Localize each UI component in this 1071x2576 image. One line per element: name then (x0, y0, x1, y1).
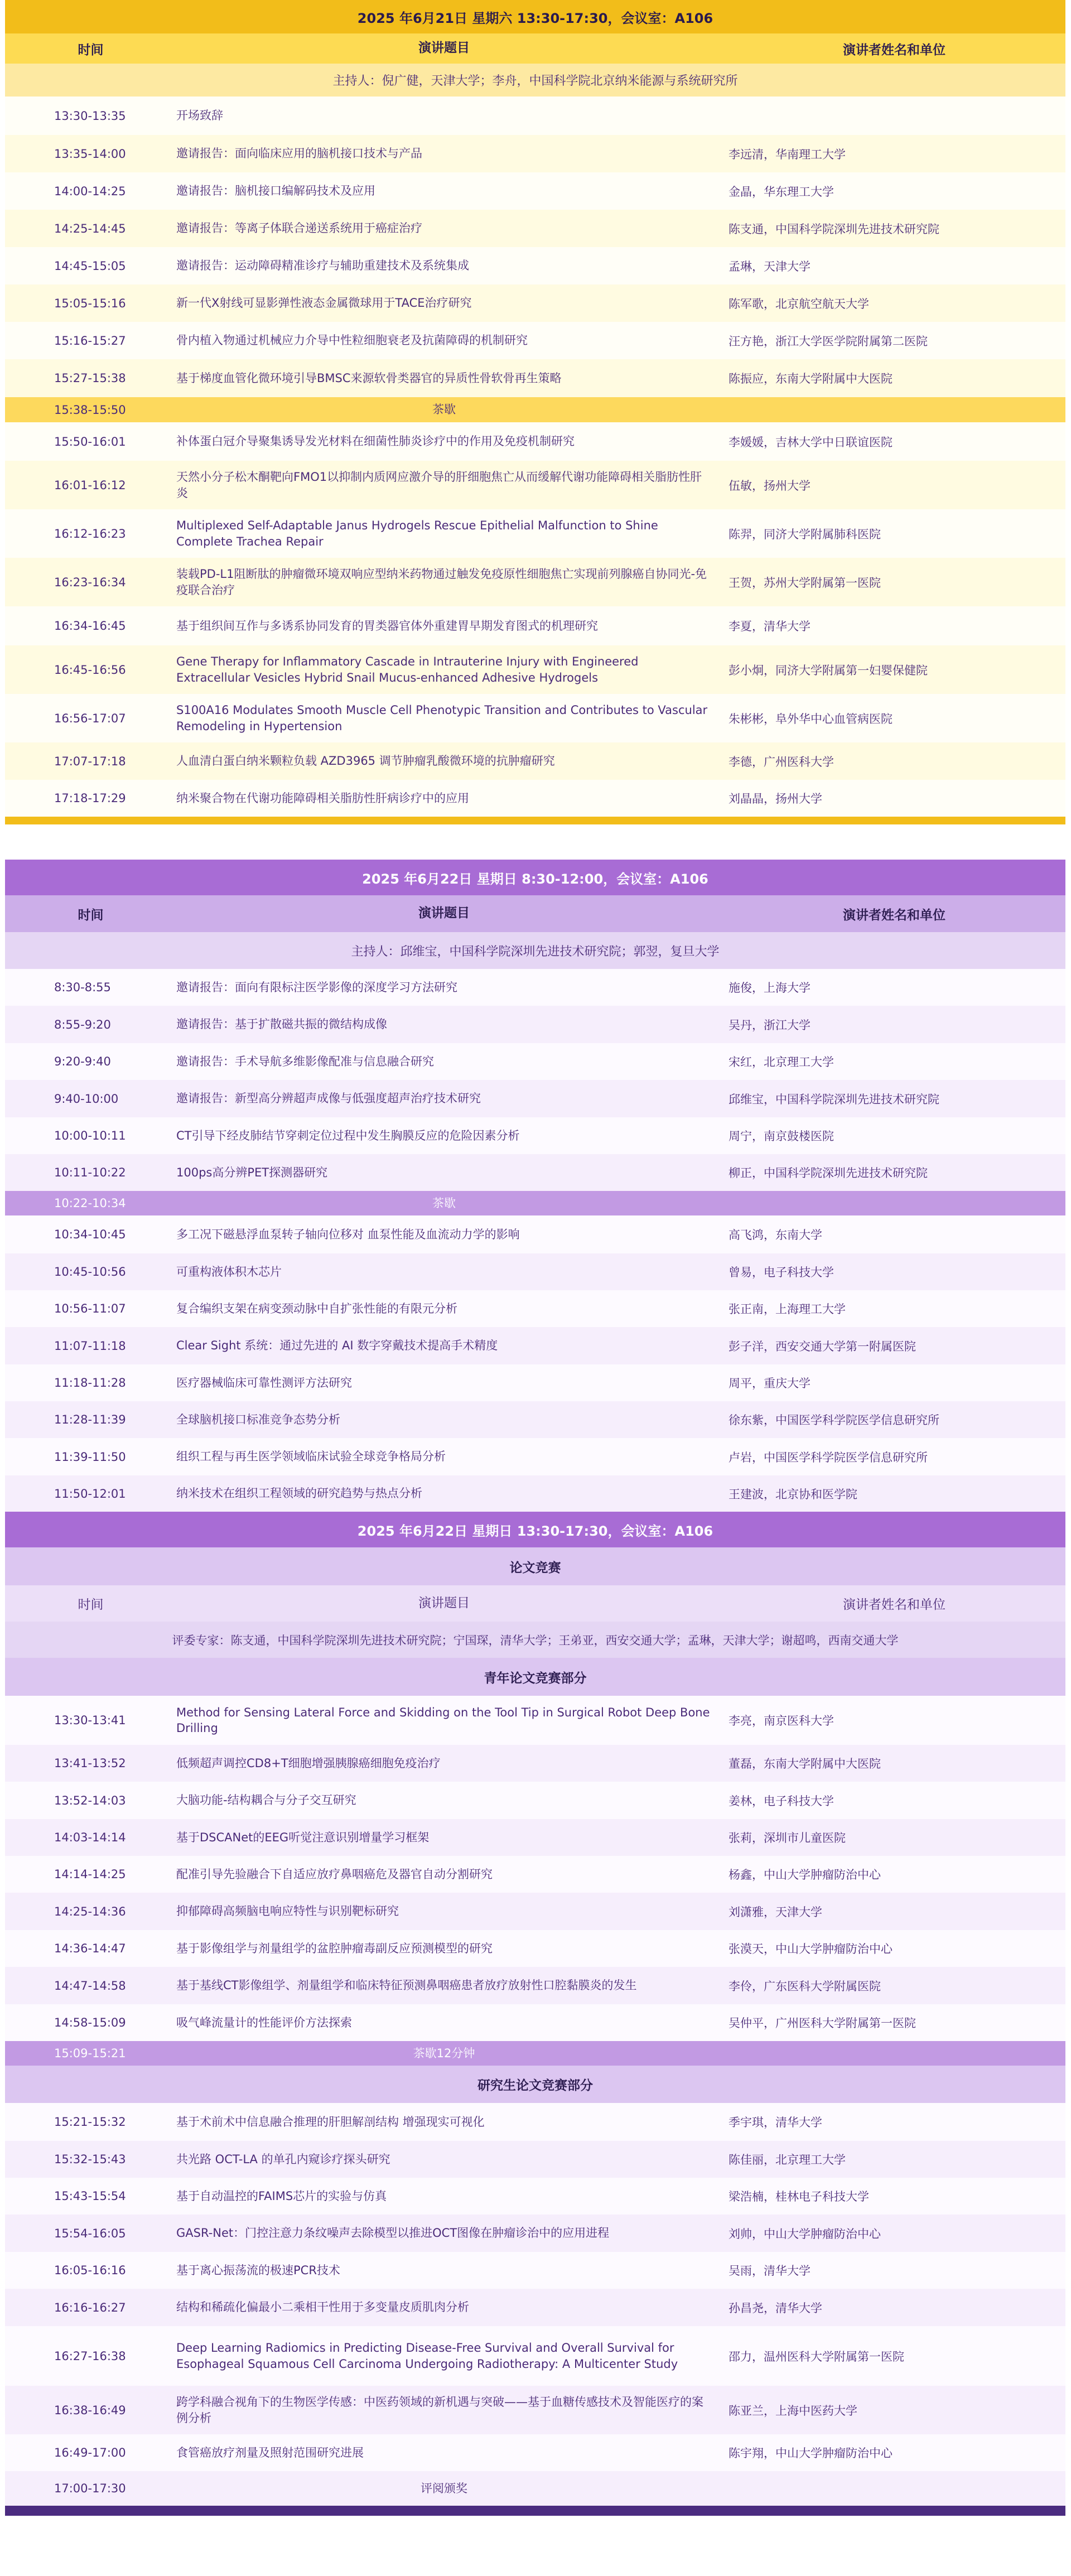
column-header-row (5, 1585, 1065, 1622)
row-speaker: 王贺，苏州大学附属第一医院 (729, 576, 881, 590)
row-time: 14:00-14:25 (54, 184, 126, 198)
col-title-header: 演讲题目 (418, 1595, 470, 1610)
row-title: 基于梯度血管化微环境引导BMSC来源软骨类器官的异质性骨软骨再生策略 (176, 371, 562, 385)
schedule-row (5, 2289, 1065, 2326)
row-speaker: 刘帅，中山大学肿瘤防治中心 (729, 2227, 881, 2241)
schedule-row (5, 1364, 1065, 1401)
col-speaker-header: 演讲者姓名和单位 (843, 908, 945, 923)
schedule-row (5, 1893, 1065, 1930)
row-time: 11:50-12:01 (54, 1487, 126, 1501)
judges-line: 评委专家：陈支通，中国科学院深圳先进技术研究院；宁国琛，清华大学；王弟亚，西安交通大学；孟琳，天津大学；谢超鸣，西南交通大学 (5, 1622, 1065, 1658)
row-title: 天然小分子松木酮靶向FMO1以抑制内质网应激介导的肝细胞焦亡从而缓解代谢功能障碍相关脂肪性肝炎 (176, 470, 702, 500)
schedule-row (5, 1043, 1065, 1080)
schedule-row (5, 1438, 1065, 1475)
col-time-header: 时间 (78, 908, 104, 923)
row-speaker: 伍敏，扬州大学 (729, 479, 811, 493)
row-time: 16:45-16:56 (54, 663, 126, 677)
schedule-row (5, 1215, 1065, 1253)
break-label: 茶歇 (432, 403, 456, 417)
row-time: 16:23-16:34 (54, 575, 126, 589)
schedule-row (5, 1745, 1065, 1782)
break-time: 15:38-15:50 (54, 403, 126, 417)
row-title: 人血清白蛋白纳米颗粒负载 AZD3965 调节肿瘤乳酸微环境的抗肿瘤研究 (176, 754, 555, 768)
section-title: 研究生论文竞赛部分 (5, 2066, 1065, 2103)
award-row (5, 2471, 1065, 2506)
row-speaker: 张正南，上海理工大学 (729, 1303, 846, 1316)
schedule-row (5, 1117, 1065, 1154)
row-speaker: 孟琳，天津大学 (729, 259, 811, 273)
row-time: 15:16-15:27 (54, 334, 126, 348)
row-title: 邀请报告：基于扩散磁共振的微结构成像 (176, 1017, 387, 1031)
schedule-row (5, 742, 1065, 780)
schedule-row (5, 1819, 1065, 1856)
schedule-row (5, 2252, 1065, 2289)
break-row (5, 1191, 1065, 1215)
column-header-row (5, 33, 1065, 64)
row-speaker: 柳正，中国科学院深圳先进技术研究院 (729, 1166, 928, 1180)
row-title: 开场致辞 (176, 109, 223, 123)
schedule-june22-afternoon (5, 1512, 1065, 2516)
section-end-bar (5, 2506, 1065, 2516)
row-speaker: 汪方艳，浙江大学医学院附属第二医院 (729, 334, 928, 348)
schedule-row (5, 1253, 1065, 1290)
row-time: 13:52-14:03 (54, 1793, 126, 1807)
row-speaker: 梁浩楠，桂林电子科技大学 (729, 2190, 869, 2203)
row-title: 医疗器械临床可靠性测评方法研究 (176, 1376, 352, 1390)
schedule-row (5, 2004, 1065, 2041)
row-title: 基于离心振荡流的极速PCR技术 (176, 2263, 340, 2277)
row-title: 大脑功能-结构耦合与分子交互研究 (176, 1793, 356, 1807)
row-time: 11:07-11:18 (54, 1339, 126, 1353)
row-speaker: 刘晶晶，扬州大学 (729, 792, 822, 805)
row-speaker: 彭小炯，同济大学附属第一妇婴保健院 (729, 663, 928, 677)
row-time: 10:11-10:22 (54, 1166, 126, 1179)
row-speaker: 陈支通，中国科学院深圳先进技术研究院 (729, 222, 939, 236)
row-time: 14:36-14:47 (54, 1942, 126, 1955)
schedule-row (5, 422, 1065, 461)
row-title: 可重构液体积木芯片 (176, 1265, 282, 1279)
row-time: 16:01-16:12 (54, 478, 126, 492)
row-speaker: 陈佳丽，北京理工大学 (729, 2153, 846, 2167)
row-title: 纳米聚合物在代谢功能障碍相关脂肪性肝病诊疗中的应用 (176, 791, 469, 805)
row-title: 基于影像组学与剂量组学的盆腔肿瘤毒副反应预测模型的研究 (176, 1941, 493, 1955)
row-time: 14:03-14:14 (54, 1831, 126, 1844)
row-speaker: 李媛媛，吉林大学中日联谊医院 (729, 435, 893, 449)
row-speaker: 邵力，温州医科大学附属第一医院 (729, 2350, 904, 2363)
schedule-row (5, 247, 1065, 284)
schedule-row (5, 97, 1065, 135)
row-title: 评阅颁奖 (421, 2481, 467, 2495)
row-speaker: 姜林，电子科技大学 (729, 1794, 834, 1808)
section-end-bar (5, 817, 1065, 824)
column-header-row (5, 895, 1065, 932)
row-title: Deep Learning Radiomics in Predicting Disease-Free Survival and Overall Survival for Esophageal Squamous Cell Carcinoma Undergoing Radiotherapy: A Multicenter Study (176, 2341, 678, 2371)
schedule-row (5, 509, 1065, 558)
row-time: 16:27-16:38 (54, 2349, 126, 2363)
row-time: 15:05-15:16 (54, 296, 126, 310)
row-speaker: 张漠天，中山大学肿瘤防治中心 (729, 1942, 893, 1956)
row-title: 复合编织支架在病变颈动脉中自扩张性能的有限元分析 (176, 1301, 457, 1315)
row-title: 新一代X射线可显影弹性液态金属微球用于TACE治疗研究 (176, 296, 472, 310)
row-time: 15:32-15:43 (54, 2153, 126, 2166)
row-speaker: 李夏，清华大学 (729, 620, 811, 633)
row-time: 11:39-11:50 (54, 1450, 126, 1464)
row-speaker: 孙昌尧，清华大学 (729, 2301, 822, 2315)
row-title: 补体蛋白冠介导聚集诱导发光材料在细菌性肺炎诊疗中的作用及免疫机制研究 (176, 435, 575, 448)
col-title-header: 演讲题目 (418, 906, 470, 921)
row-time: 15:54-16:05 (54, 2226, 126, 2240)
row-time: 16:34-16:45 (54, 619, 126, 633)
row-time: 9:40-10:00 (54, 1092, 119, 1106)
break-row (5, 397, 1065, 422)
row-time: 10:45-10:56 (54, 1265, 126, 1279)
schedule-row (5, 284, 1065, 322)
row-speaker: 陈振应，东南大学附属中大医院 (729, 372, 893, 385)
row-speaker: 徐东紫，中国医学科学院医学信息研究所 (729, 1414, 939, 1427)
break-time: 15:09-15:21 (54, 2047, 126, 2060)
session-host: 主持人：倪广健，天津大学；李舟，中国科学院北京纳米能源与系统研究所 (5, 64, 1065, 97)
row-speaker: 吴雨，清华大学 (729, 2264, 811, 2278)
row-title: 吸气峰流量计的性能评价方法探索 (176, 2015, 352, 2029)
row-time: 13:30-13:41 (54, 1714, 126, 1727)
schedule-row (5, 2326, 1065, 2386)
row-time: 15:43-15:54 (54, 2189, 126, 2203)
row-time: 8:30-8:55 (54, 981, 111, 994)
row-title: 组织工程与再生医学领域临床试验全球竞争格局分析 (176, 1450, 446, 1464)
row-title: 食管癌放疗剂量及照射范围研究进展 (176, 2445, 364, 2459)
row-title: Gene Therapy for Inflammatory Cascade in Intrauterine Injury with Engineered Extracellular Vesicles Hybrid Snail Mucus-enhanced Adhesive Hydrogels (176, 655, 639, 684)
row-title: 结构和稀疏化偏最小二乘相干性用于多变量皮质肌肉分析 (176, 2300, 469, 2314)
row-title: 基于组织间互作与多诱系协同发育的胃类器官体外重建胃早期发育图式的机理研究 (176, 619, 598, 633)
row-title: 邀请报告：新型高分辨超声成像与低强度超声治疗技术研究 (176, 1092, 481, 1106)
row-speaker: 董磊，东南大学附属中大医院 (729, 1757, 881, 1771)
schedule-row (5, 969, 1065, 1006)
break-label: 茶歇 (432, 1196, 456, 1210)
session-banner: 2025 年6月21日 星期六 13:30-17:30，会议室：A106 (5, 0, 1065, 33)
schedule-june21-afternoon (5, 0, 1065, 824)
row-time: 14:45-15:05 (54, 259, 126, 273)
row-time: 16:12-16:23 (54, 527, 126, 541)
row-time: 16:49-17:00 (54, 2446, 126, 2459)
schedule-row (5, 461, 1065, 509)
col-time-header: 时间 (78, 42, 104, 57)
row-title: 跨学科融合视角下的生物医学传感：中医药领域的新机遇与突破——基于血糖传感技术及智能医疗的案例分析 (176, 2395, 703, 2425)
row-speaker: 吴丹，浙江大学 (729, 1018, 811, 1032)
schedule-row (5, 2141, 1065, 2178)
row-title: 抑郁障碍高频脑电响应特性与识别靶标研究 (176, 1904, 399, 1918)
break-time: 10:22-10:34 (54, 1197, 126, 1210)
session-banner: 2025 年6月22日 星期日 13:30-17:30，会议室：A106 (5, 1512, 1065, 1547)
row-speaker: 曾易，电子科技大学 (729, 1266, 834, 1279)
row-title: GASR-Net：门控注意力条纹噪声去除模型以推进OCT图像在肿瘤诊治中的应用进程 (176, 2226, 610, 2240)
schedule-row (5, 780, 1065, 817)
schedule-row (5, 1696, 1065, 1745)
row-time: 13:30-13:35 (54, 109, 126, 123)
row-title: 基于自动温控的FAIMS芯片的实验与仿真 (176, 2189, 387, 2203)
row-speaker: 陈军歌，北京航空航天大学 (729, 297, 869, 311)
row-time: 17:00-17:30 (54, 2482, 126, 2495)
schedule-row (5, 645, 1065, 694)
row-time: 10:00-10:11 (54, 1129, 126, 1142)
row-speaker: 李伶，广东医科大学附属医院 (729, 1979, 881, 1993)
schedule-june22-morning (5, 860, 1065, 1512)
row-title: 装载PD-L1阻断肽的肿瘤微环境双响应型纳米药物通过触发免疫原性细胞焦亡实现前列腺癌自协同光-免疫联合治疗 (176, 567, 707, 597)
col-time-header: 时间 (78, 1598, 104, 1612)
row-title: Multiplexed Self-Adaptable Janus Hydrogels Rescue Epithelial Malfunction to Shine Complete Trachea Repair (176, 519, 658, 548)
schedule-row (5, 1967, 1065, 2004)
row-time: 17:07-17:18 (54, 754, 126, 768)
row-title: 邀请报告：面向临床应用的脑机接口技术与产品 (176, 147, 422, 161)
schedule-row (5, 2103, 1065, 2141)
row-title: 邀请报告：等离子体联合递送系统用于癌症治疗 (176, 221, 422, 235)
row-speaker: 吴仲平，广州医科大学附属第一医院 (729, 2017, 916, 2030)
section-title: 论文竞赛 (5, 1547, 1065, 1585)
break-label: 茶歇12分钟 (413, 2046, 475, 2060)
row-title: 纳米技术在组织工程领域的研究趋势与热点分析 (176, 1487, 422, 1501)
session-banner: 2025 年6月22日 星期日 8:30-12:00，会议室：A106 (5, 860, 1065, 895)
schedule-row (5, 210, 1065, 247)
row-time: 17:18-17:29 (54, 792, 126, 805)
row-speaker: 陈亚兰，上海中医药大学 (729, 2404, 857, 2418)
row-speaker: 张莉，深圳市儿童医院 (729, 1831, 846, 1845)
schedule-row (5, 359, 1065, 397)
row-speaker: 陈羿，同济大学附属肺科医院 (729, 527, 881, 541)
row-speaker: 王建波，北京协和医学院 (729, 1487, 857, 1501)
schedule-row (5, 694, 1065, 742)
schedule-row (5, 1782, 1065, 1819)
row-time: 15:27-15:38 (54, 372, 126, 385)
schedule-row (5, 2215, 1065, 2252)
row-speaker: 刘潇雅，天津大学 (729, 1905, 822, 1919)
row-time: 16:05-16:16 (54, 2264, 126, 2277)
row-time: 10:34-10:45 (54, 1228, 126, 1241)
row-title: 基于术前术中信息融合推理的肝胆解剖结构 增强现实可视化 (176, 2115, 485, 2129)
row-speaker: 彭子洋，西安交通大学第一附属医院 (729, 1339, 916, 1353)
row-time: 16:38-16:49 (54, 2403, 126, 2417)
row-title: Clear Sight 系统：通过先进的 AI 数字穿戴技术提高手术精度 (176, 1339, 498, 1353)
schedule-row (5, 1856, 1065, 1893)
row-speaker: 高飞鸿，东南大学 (729, 1228, 822, 1242)
row-title: 全球脑机接口标准竞争态势分析 (176, 1412, 340, 1426)
row-title: 低频超声调控CD8+T细胞增强胰腺癌细胞免疫治疗 (176, 1756, 441, 1770)
row-time: 11:28-11:39 (54, 1413, 126, 1426)
row-time: 15:50-16:01 (54, 435, 126, 448)
schedule-row (5, 1290, 1065, 1327)
row-title: 100ps高分辨PET探测器研究 (176, 1165, 328, 1179)
row-time: 14:25-14:45 (54, 221, 126, 235)
row-time: 13:35-14:00 (54, 147, 126, 161)
row-time: 14:14-14:25 (54, 1868, 126, 1881)
row-speaker: 施俊，上海大学 (729, 981, 811, 995)
row-speaker: 李远清，华南理工大学 (729, 147, 846, 161)
row-speaker: 李亮，南京医科大学 (729, 1714, 834, 1728)
schedule-row (5, 2386, 1065, 2434)
row-title: S100A16 Modulates Smooth Muscle Cell Phenotypic Transition and Contributes to Vascular Remodeling in Hypertension (176, 703, 708, 733)
schedule-row (5, 1080, 1065, 1117)
row-speaker: 金晶，华东理工大学 (729, 185, 834, 199)
row-time: 15:21-15:32 (54, 2115, 126, 2129)
session-host: 主持人：邱维宝，中国科学院深圳先进技术研究院；郭翌，复旦大学 (5, 932, 1065, 969)
section-title: 青年论文竞赛部分 (5, 1658, 1065, 1696)
row-speaker: 邱维宝，中国科学院深圳先进技术研究院 (729, 1092, 939, 1106)
row-time: 9:20-9:40 (54, 1055, 111, 1068)
schedule-row (5, 1006, 1065, 1043)
row-time: 10:56-11:07 (54, 1302, 126, 1315)
schedule-row (5, 1475, 1065, 1512)
row-speaker: 宋红，北京理工大学 (729, 1055, 834, 1069)
row-speaker: 卢岩，中国医学科学院医学信息研究所 (729, 1450, 928, 1464)
schedule-row (5, 606, 1065, 645)
row-title: 邀请报告：运动障碍精准诊疗与辅助重建技术及系统集成 (176, 259, 469, 273)
row-title: 基于DSCANet的EEG听觉注意识别增量学习框架 (176, 1830, 430, 1844)
col-speaker-header: 演讲者姓名和单位 (843, 1598, 945, 1612)
row-title: 基于基线CT影像组学、剂量组学和临床特征预测鼻咽癌患者放疗放射性口腔黏膜炎的发生 (176, 1979, 637, 1993)
row-speaker: 周宁，南京鼓楼医院 (729, 1130, 834, 1143)
row-title: 邀请报告：手术导航多维影像配准与信息融合研究 (176, 1054, 434, 1068)
row-speaker: 杨鑫，中山大学肿瘤防治中心 (729, 1868, 881, 1882)
row-time: 11:18-11:28 (54, 1376, 126, 1390)
row-speaker: 李德，广州医科大学 (729, 755, 834, 769)
schedule-row (5, 135, 1065, 172)
row-title: 配准引导先验融合下自适应放疗鼻咽癌危及器官自动分割研究 (176, 1867, 493, 1881)
row-title: Method for Sensing Lateral Force and Skidding on the Tool Tip in Surgical Robot Deep Bone Drilling (176, 1705, 710, 1735)
row-title: 多工况下磁悬浮血泵转子轴向位移对 血泵性能及血流动力学的影响 (176, 1227, 520, 1241)
col-title-header: 演讲题目 (418, 41, 470, 56)
row-title: 邀请报告：面向有限标注医学影像的深度学习方法研究 (176, 980, 457, 994)
schedule-row (5, 2434, 1065, 2471)
row-time: 14:58-15:09 (54, 2016, 126, 2029)
schedule-row (5, 1401, 1065, 1438)
schedule-row (5, 2178, 1065, 2215)
row-title: 邀请报告：脑机接口编解码技术及应用 (176, 184, 375, 198)
row-time: 16:16-16:27 (54, 2300, 126, 2314)
schedule-row (5, 172, 1065, 210)
row-speaker: 周平，重庆大学 (729, 1377, 811, 1390)
schedule-row (5, 322, 1065, 359)
break-row (5, 2041, 1065, 2066)
row-time: 14:25-14:36 (54, 1904, 126, 1918)
schedule-row (5, 1327, 1065, 1364)
row-time: 8:55-9:20 (54, 1017, 111, 1031)
schedule-row (5, 1154, 1065, 1191)
row-time: 14:47-14:58 (54, 1979, 126, 1993)
row-speaker: 季宇琪，清华大学 (729, 2116, 822, 2129)
row-speaker: 陈宇翔，中山大学肿瘤防治中心 (729, 2447, 893, 2460)
col-speaker-header: 演讲者姓名和单位 (843, 42, 945, 57)
row-title: 共光路 OCT-LA 的单孔内窥诊疗探头研究 (176, 2152, 390, 2166)
row-time: 16:56-17:07 (54, 711, 126, 725)
schedule-row (5, 558, 1065, 606)
row-title: 骨内植入物通过机械应力介导中性粒细胞衰老及抗菌障碍的机制研究 (176, 334, 528, 348)
row-title: CT引导下经皮肺结节穿刺定位过程中发生胸膜反应的危险因素分析 (176, 1128, 520, 1142)
row-speaker: 朱彬彬，阜外华中心血管病医院 (729, 712, 893, 726)
row-time: 13:41-13:52 (54, 1757, 126, 1770)
schedule-row (5, 1930, 1065, 1967)
